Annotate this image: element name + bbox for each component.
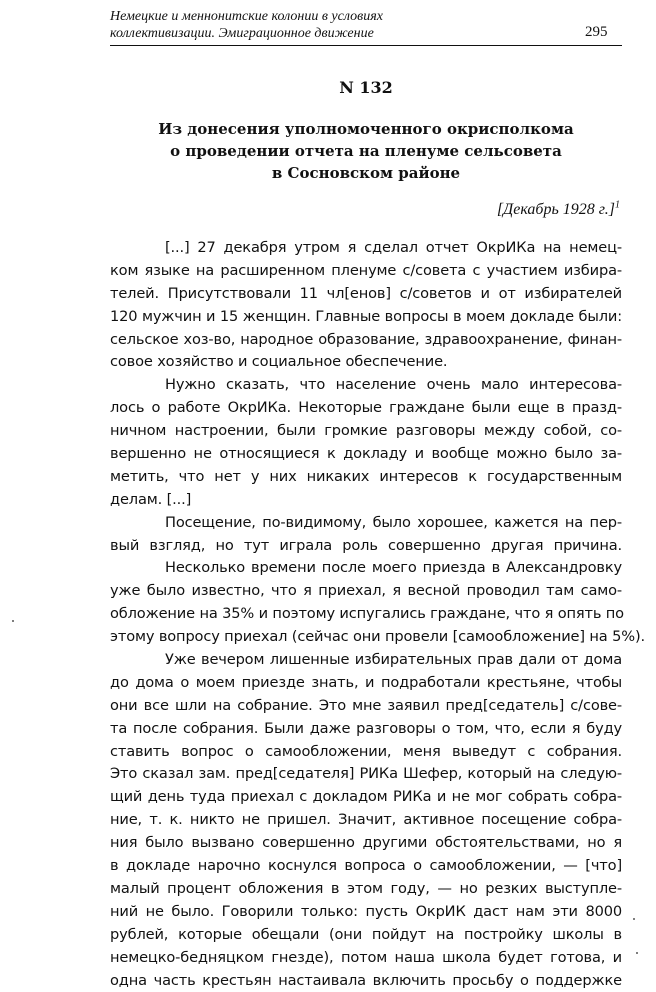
body-line: до дома о моем приезде знать, и подработали крестьяне, чтобы xyxy=(110,672,622,695)
body-line: сельское хоз-во, народное образование, здравоохранение, финан- xyxy=(110,329,622,352)
body-line: лось о работе ОкрИКа. Некоторые граждане были еще в празд- xyxy=(110,397,622,420)
body-line: Посещение, по-видимому, было хорошее, кажется на пер- xyxy=(110,512,622,535)
scan-speck xyxy=(636,952,638,954)
document-number: N 132 xyxy=(110,78,622,98)
body-line: Нужно сказать, что население очень мало интересова- xyxy=(110,374,622,397)
document-title xyxy=(110,118,622,184)
body-line: обложение на 35% и поэтому испугались граждане, что я опять по xyxy=(110,603,622,626)
body-line: вый взгляд, но тут играла роль совершенно другая причина. xyxy=(110,535,622,558)
document-date xyxy=(110,200,620,220)
running-header xyxy=(110,8,610,42)
body-line: одна часть крестьян настаивала включить просьбу о поддержке xyxy=(110,970,622,992)
body-line: они все шли на собрание. Это мне заявил пред[седатель] с/сове- xyxy=(110,695,622,718)
body-line: немецко-бедняцком гнезде), потом наша школа будет готова, и xyxy=(110,947,622,970)
body-line: этому вопросу приехал (сейчас они провели [самообложение] на 5%). xyxy=(110,626,622,649)
body-line: Уже вечером лишенные избирательных прав дали от дома xyxy=(110,649,622,672)
running-header-line-1: Немецкие и меннонитские колонии в условиях xyxy=(110,8,610,25)
body-line: [...] 27 декабря утром я сделал отчет ОкрИКа на немец- xyxy=(110,237,622,260)
header-rule xyxy=(110,45,622,46)
document-title-line-1: Из донесения уполномоченного окрисполкома xyxy=(110,118,622,140)
body-line: та после собрания. Были даже разговоры о том, что, если я буду xyxy=(110,718,622,741)
body-line: вершенно не относящиеся к докладу и вообще можно было за- xyxy=(110,443,622,466)
body-line: ничном настроении, были громкие разговоры между собой, со- xyxy=(110,420,622,443)
document-body xyxy=(110,237,622,992)
body-line: делам. [...] xyxy=(110,489,622,512)
scan-speck xyxy=(633,918,635,920)
body-line: телей. Присутствовали 11 чл[енов] с/советов и от избирателей xyxy=(110,283,622,306)
page-number: 295 xyxy=(585,24,608,41)
body-line: совое хозяйство и социальное обеспечение. xyxy=(110,351,622,374)
body-line: ние, т. к. никто не пришел. Значит, активное посещение собра- xyxy=(110,809,622,832)
body-line: 120 мужчин и 15 женщин. Главные вопросы в моем докладе были: xyxy=(110,306,622,329)
body-line: рублей, которые обещали (они пойдут на постройку школы в xyxy=(110,924,622,947)
running-header-line-2: коллективизации. Эмиграционное движение xyxy=(110,25,610,42)
document-title-line-3: в Сосновском районе xyxy=(110,162,622,184)
body-line: Несколько времени после моего приезда в Александровку xyxy=(110,557,622,580)
body-line: малый процент обложения в этом году, — но резких выступле- xyxy=(110,878,622,901)
body-line: ний не было. Говорили только: пусть ОкрИК даст нам эти 8000 xyxy=(110,901,622,924)
body-line: в докладе нарочно коснулся вопроса о самообложении, — [что] xyxy=(110,855,622,878)
document-date-text: [Декабрь 1928 г.] xyxy=(497,201,615,218)
body-line: уже было известно, что я приехал, я весной проводил там само- xyxy=(110,580,622,603)
body-line: ставить вопрос о самообложении, меня выведут с собрания. xyxy=(110,741,622,764)
body-line: Это сказал зам. пред[седателя] РИКа Шефер, который на следую- xyxy=(110,763,622,786)
scan-speck xyxy=(12,620,14,622)
body-line: метить, что нет у них никаких интересов к государственным xyxy=(110,466,622,489)
body-line: щий день туда приехал с докладом РИКа и не мог собрать собра- xyxy=(110,786,622,809)
body-line: ния было вызвано совершенно другими обстоятельствами, но я xyxy=(110,832,622,855)
document-title-line-2: о проведении отчета на пленуме сельсовета xyxy=(110,140,622,162)
body-line: ком языке на расширенном пленуме с/совета с участием избира- xyxy=(110,260,622,283)
footnote-marker: 1 xyxy=(615,200,620,211)
